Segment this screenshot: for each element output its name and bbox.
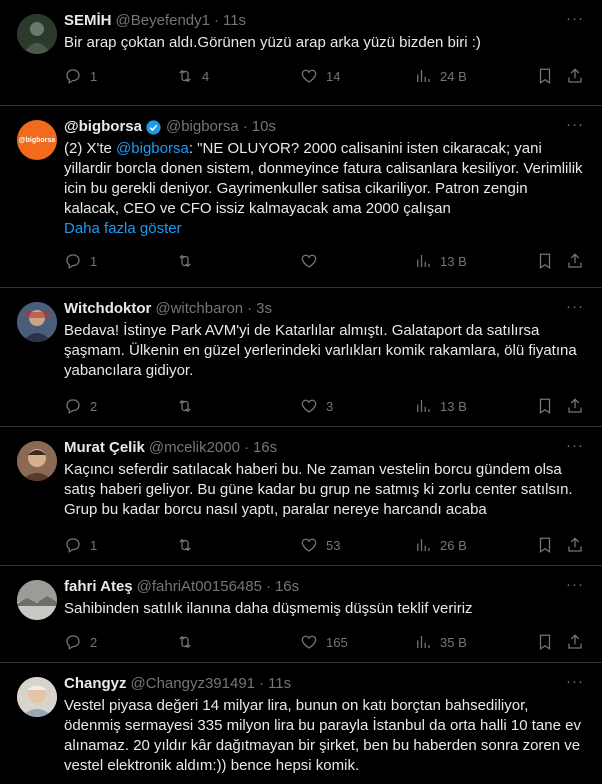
separator-dot: · — [265, 578, 271, 595]
author-name[interactable]: fahri Ateş — [64, 578, 133, 595]
more-options-icon[interactable]: ··· — [566, 576, 584, 593]
share-button[interactable] — [566, 632, 584, 652]
reply-count: 2 — [90, 634, 98, 650]
timestamp[interactable]: 10s — [251, 118, 276, 135]
more-options-icon[interactable]: ··· — [566, 437, 584, 454]
author-handle[interactable]: @Changyz391491 — [130, 675, 255, 692]
timestamp[interactable]: 16s — [274, 578, 300, 595]
reply-icon — [64, 536, 82, 554]
tweet[interactable] — [0, 663, 602, 784]
share-icon — [566, 633, 584, 651]
avatar[interactable] — [17, 580, 57, 620]
tweet-text: Kaçıncı seferdir satılacak haberi bu. Ne zaman vestelin borcu gündem olsa satış haberi geliyor. Bu güne kadar bu grup ne satmış ki zorlu center satılsın. Grup bu kadar borcu nasıl yaptı, paralar nereye harcandı acaba — [64, 461, 573, 518]
action-bar — [64, 386, 586, 428]
tweet-text: Sahibinden satılık ilanına daha düşmemiş düşsün teklif veririz — [64, 600, 473, 617]
retweet-button[interactable] — [176, 535, 202, 555]
share-icon — [566, 536, 584, 554]
retweet-button[interactable] — [176, 66, 209, 86]
reply-count: 1 — [90, 253, 98, 269]
share-icon — [566, 67, 584, 85]
view-count: 35 B — [440, 634, 467, 650]
separator-dot: · — [259, 675, 264, 692]
view-count: 13 B — [440, 253, 467, 269]
timestamp[interactable]: 11s — [222, 12, 247, 29]
reply-icon — [64, 633, 82, 651]
author-handle[interactable]: @witchbaron — [155, 300, 244, 317]
more-options-icon[interactable]: ··· — [566, 10, 584, 27]
views-button[interactable] — [414, 251, 467, 271]
reply-icon — [64, 252, 82, 270]
share-button[interactable] — [566, 535, 584, 555]
retweet-button[interactable] — [176, 632, 202, 652]
avatar[interactable] — [17, 14, 57, 54]
like-button[interactable] — [300, 66, 340, 86]
tweet[interactable] — [0, 566, 602, 663]
avatar[interactable] — [17, 677, 57, 717]
like-button[interactable] — [300, 535, 340, 555]
share-icon — [566, 397, 584, 415]
like-count: 165 — [326, 634, 348, 650]
share-button[interactable] — [566, 251, 584, 271]
avatar-logo-text: @bigborsa — [18, 136, 56, 144]
bookmark-button[interactable] — [536, 251, 554, 271]
reply-icon — [64, 397, 82, 415]
retweet-icon — [176, 67, 194, 85]
author-handle[interactable]: @bigborsa — [165, 118, 239, 135]
bookmark-icon — [536, 67, 554, 85]
timestamp[interactable]: 16s — [252, 439, 278, 456]
reply-icon — [64, 67, 82, 85]
action-bar — [64, 622, 586, 664]
views-button[interactable] — [414, 632, 467, 652]
action-bar — [64, 241, 586, 283]
timestamp[interactable]: 3s — [256, 300, 272, 317]
heart-icon — [300, 252, 318, 270]
views-icon — [414, 633, 432, 651]
views-button[interactable] — [414, 535, 467, 555]
retweet-count: 4 — [202, 68, 210, 84]
more-options-icon[interactable]: ··· — [566, 673, 584, 690]
more-options-icon[interactable]: ··· — [566, 298, 584, 315]
reply-button[interactable] — [64, 251, 97, 271]
bookmark-button[interactable] — [536, 396, 554, 416]
author-handle[interactable]: @mcelik2000 — [148, 439, 240, 456]
tweet[interactable] — [0, 427, 602, 566]
retweet-button[interactable] — [176, 251, 202, 271]
view-count: 24 B — [440, 68, 467, 84]
view-count: 26 B — [440, 537, 467, 553]
author-name[interactable]: Changyz — [64, 675, 127, 692]
reply-button[interactable] — [64, 66, 97, 86]
reply-button[interactable] — [64, 396, 97, 416]
reply-count: 2 — [90, 398, 98, 414]
tweet-text-prefix: (2) X'te — [64, 140, 117, 157]
mention-link[interactable]: @bigborsa — [116, 140, 189, 157]
heart-icon — [300, 536, 318, 554]
views-button[interactable] — [414, 396, 467, 416]
tweet-text: Bedava! İstinye Park AVM'yi de Katarlılar almıştı. Galataport da satılırsa şaşmam. Ülkenin en güzel yerlerindeki varlıkları komik rakamlara, ölü fiyatına yabancılara gidiyor. — [64, 322, 577, 379]
avatar[interactable] — [17, 120, 57, 160]
like-button[interactable] — [300, 251, 326, 271]
tweet-text-body: : "NE OLUYOR? 2000 calisanini isten cikaracak; yani yillardir borcla donen sistem, donmeyince fatura calisanlara kesiliyor. Verimlilik icin bu gerekli deniyor. Gayrimenkuller satisa cikariliyor. Patron zengin kalacak, CEO ve CFO issiz kalmayacak ama 2000 çalışan — [64, 140, 583, 217]
retweet-icon — [176, 536, 194, 554]
reply-count: 1 — [90, 68, 98, 84]
tweet[interactable] — [0, 288, 602, 427]
separator-dot: · — [243, 439, 249, 456]
bookmark-icon — [536, 536, 554, 554]
reply-count: 1 — [90, 537, 98, 553]
heart-icon — [300, 633, 318, 651]
tweet-text: Bir arap çoktan aldı.Görünen yüzü arap arka yüzü bizden biri :) — [64, 34, 481, 51]
view-count: 13 B — [440, 398, 467, 414]
timestamp[interactable]: 11s — [268, 675, 292, 692]
action-bar — [64, 525, 586, 567]
tweet-text: Vestel piyasa değeri 14 milyar lira, bunun on katı borçtan bahsediliyor, ödenmiş sermayesi 335 milyon lira bu parayla İstanbul da orta halli 10 tane ev alınamaz. 20 yıldır kâr dağıtmayan bir şirket, ben bu haberden sonra zoren ve vestel elektronik aldım:)) bence hepsi komik. — [64, 697, 581, 774]
author-handle[interactable]: @Beyefendy1 — [115, 12, 210, 29]
reply-button[interactable] — [64, 632, 97, 652]
like-button[interactable] — [300, 632, 348, 652]
author-name[interactable]: @bigborsa — [64, 118, 142, 135]
author-name[interactable]: Witchdoktor — [64, 300, 152, 317]
views-icon — [414, 536, 432, 554]
reply-button[interactable] — [64, 535, 97, 555]
bookmark-icon — [536, 633, 554, 651]
avatar[interactable] — [17, 302, 57, 342]
like-button[interactable] — [300, 396, 333, 416]
tweet[interactable] — [0, 106, 602, 288]
tweet[interactable] — [0, 0, 602, 106]
bookmark-button[interactable] — [536, 66, 554, 86]
author-name[interactable]: SEMİH — [64, 12, 112, 29]
views-icon — [414, 67, 432, 85]
views-icon — [414, 397, 432, 415]
verified-badge-icon — [145, 119, 162, 136]
bookmark-icon — [536, 397, 554, 415]
tweet-text — [64, 139, 586, 219]
heart-icon — [300, 67, 318, 85]
bookmark-icon — [536, 252, 554, 270]
retweet-button[interactable] — [176, 396, 202, 416]
show-more-link[interactable]: Daha fazla göster — [64, 220, 182, 237]
bookmark-button[interactable] — [536, 632, 554, 652]
like-count: 53 — [326, 537, 341, 553]
retweet-icon — [176, 633, 194, 651]
retweet-icon — [176, 397, 194, 415]
avatar[interactable] — [17, 441, 57, 481]
separator-dot: · — [247, 300, 253, 317]
share-button[interactable] — [566, 396, 584, 416]
share-icon — [566, 252, 584, 270]
views-button[interactable] — [414, 66, 467, 86]
separator-dot: · — [242, 118, 248, 135]
share-button[interactable] — [566, 66, 584, 86]
author-handle[interactable]: @fahriAt00156485 — [136, 578, 262, 595]
author-name[interactable]: Murat Çelik — [64, 439, 145, 456]
like-count: 3 — [326, 398, 334, 414]
retweet-icon — [176, 252, 194, 270]
more-options-icon[interactable]: ··· — [566, 116, 584, 133]
separator-dot: · — [213, 12, 219, 29]
action-bar — [64, 56, 586, 98]
like-count: 14 — [326, 68, 341, 84]
views-icon — [414, 252, 432, 270]
bookmark-button[interactable] — [536, 535, 554, 555]
heart-icon — [300, 397, 318, 415]
